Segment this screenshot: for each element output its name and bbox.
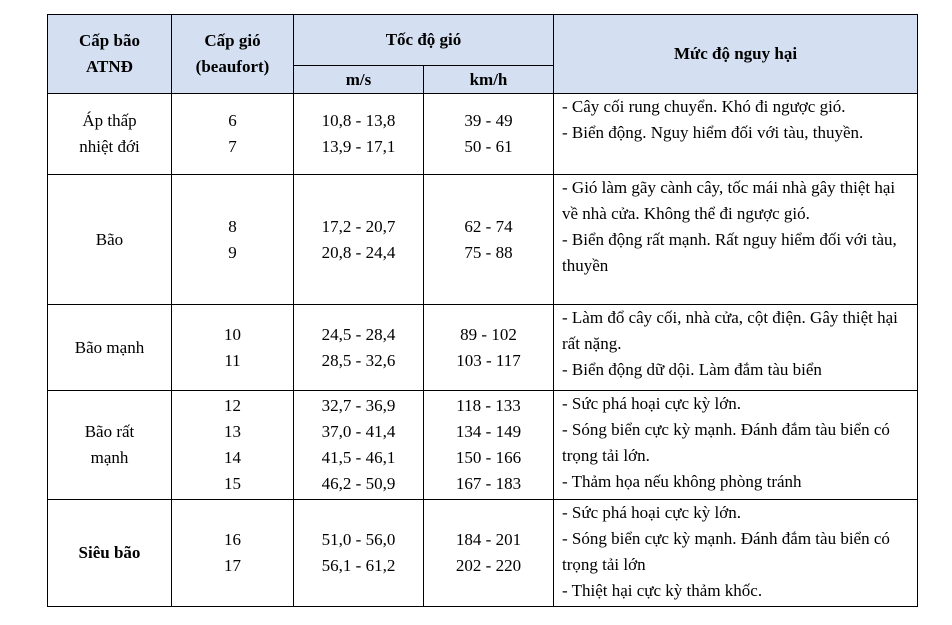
table-row <box>48 391 918 500</box>
storm-name: Bão mạnh <box>48 305 172 391</box>
table-row <box>48 305 918 391</box>
wind-levels: 16 17 <box>172 500 294 607</box>
speed-kmh: 118 - 133 134 - 149 150 - 166 167 - 183 <box>424 391 554 500</box>
speed-kmh: 39 - 49 50 - 61 <box>424 94 554 175</box>
wind-levels: 6 7 <box>172 94 294 175</box>
speed-kmh: 89 - 102 103 - 117 <box>424 305 554 391</box>
table-row <box>48 175 918 305</box>
storm-name: Siêu bão <box>48 500 172 607</box>
storm-classification-table <box>47 14 918 607</box>
wind-levels: 8 9 <box>172 175 294 305</box>
danger-description: - Làm đổ cây cối, nhà cửa, cột điện. Gây thiệt hại rất nặng. - Biển động dữ dội. Làm đắm tàu biển <box>554 305 918 391</box>
header-wind-speed: Tốc độ gió <box>294 15 554 66</box>
header-kmh: km/h <box>424 66 554 94</box>
header-wind-level: Cấp gió (beaufort) <box>172 15 294 94</box>
danger-description: - Sức phá hoại cực kỳ lớn. - Sóng biển cực kỳ mạnh. Đánh đắm tàu biển có trọng tải lớn - Thiệt hại cực kỳ thảm khốc. <box>554 500 918 607</box>
wind-levels: 10 11 <box>172 305 294 391</box>
speed-kmh: 62 - 74 75 - 88 <box>424 175 554 305</box>
table-row <box>48 500 918 607</box>
speed-kmh: 184 - 201 202 - 220 <box>424 500 554 607</box>
danger-description: - Gió làm gãy cành cây, tốc mái nhà gây thiệt hại về nhà cửa. Không thể đi ngược gió. - Biển động rất mạnh. Rất nguy hiểm đối với tàu, thuyền <box>554 175 918 305</box>
speed-ms: 24,5 - 28,4 28,5 - 32,6 <box>294 305 424 391</box>
danger-description: - Cây cối rung chuyển. Khó đi ngược gió. - Biển động. Nguy hiểm đối với tàu, thuyền. <box>554 94 918 175</box>
table-row <box>48 94 918 175</box>
wind-levels: 12 13 14 15 <box>172 391 294 500</box>
storm-name: Áp thấp nhiệt đới <box>48 94 172 175</box>
speed-ms: 51,0 - 56,0 56,1 - 61,2 <box>294 500 424 607</box>
storm-name: Bão rất mạnh <box>48 391 172 500</box>
header-storm-level: Cấp bão ATNĐ <box>48 15 172 94</box>
speed-ms: 32,7 - 36,9 37,0 - 41,4 41,5 - 46,1 46,2 - 50,9 <box>294 391 424 500</box>
speed-ms: 10,8 - 13,8 13,9 - 17,1 <box>294 94 424 175</box>
header-danger: Mức độ nguy hại <box>554 15 918 94</box>
header-ms: m/s <box>294 66 424 94</box>
storm-name: Bão <box>48 175 172 305</box>
speed-ms: 17,2 - 20,7 20,8 - 24,4 <box>294 175 424 305</box>
danger-description: - Sức phá hoại cực kỳ lớn. - Sóng biển cực kỳ mạnh. Đánh đắm tàu biển có trọng tải lớn. - Thảm họa nếu không phòng tránh <box>554 391 918 500</box>
